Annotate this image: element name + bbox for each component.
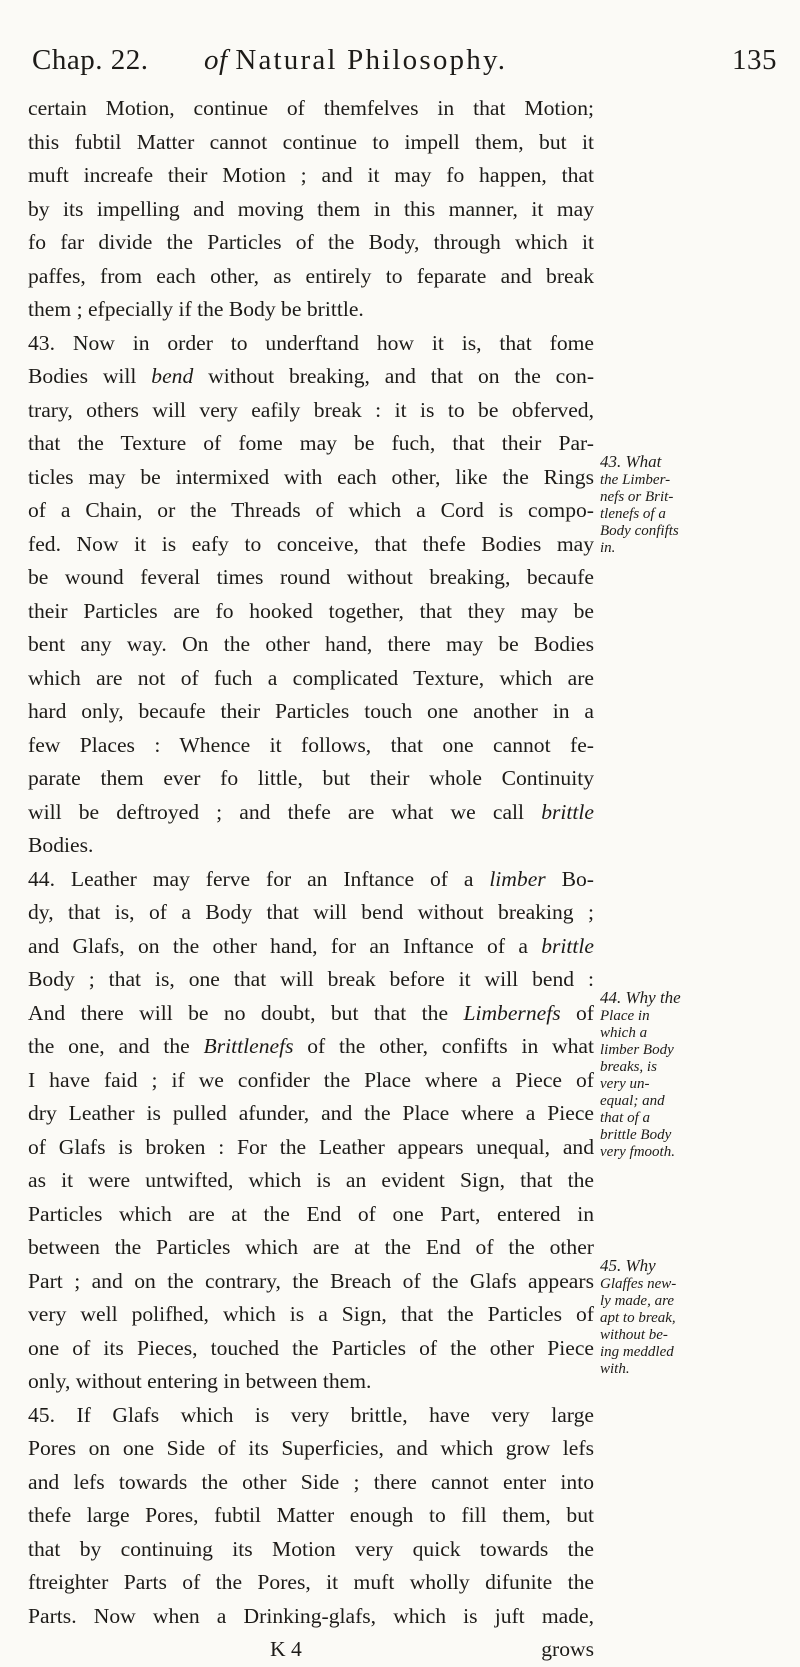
text-line: very well polifhed, which is a Sign, that the Particles of <box>28 1302 594 1326</box>
text-line: bent any way. On the other hand, there may be Bodies <box>28 632 594 656</box>
margin-note-line: nefs or Brit- <box>600 489 674 505</box>
margin-note-line: very un- <box>600 1076 650 1092</box>
text-line: Bodies will bend without breaking, and that on the con- <box>28 364 595 388</box>
text-line: them ; efpecially if the Body be brittle. <box>28 297 364 321</box>
text-line: 45. If Glafs which is very brittle, have very large <box>28 1402 594 1427</box>
text-line: their Particles are fo hooked together, that they may be <box>28 598 594 623</box>
text-line: Bodies. <box>28 833 94 857</box>
margin-note-line: without be- <box>600 1327 668 1343</box>
margin-note-line: in. <box>600 540 616 556</box>
signature-mark: K 4 <box>270 1637 302 1661</box>
text-line: muft increafe their Motion ; and it may fo happen, that <box>28 163 594 187</box>
footer-line <box>28 1633 594 1667</box>
margin-note-line: brittle Body <box>600 1127 672 1143</box>
margin-note-line: the Limber- <box>600 472 671 488</box>
text-line: of a Chain, or the Threads of which a Cord is compo- <box>28 498 594 522</box>
margin-note-line: Glaffes new- <box>600 1276 677 1292</box>
margin-note-44 <box>600 988 800 1161</box>
margin-note-line: ly made, are <box>600 1293 675 1309</box>
text-line: Body ; that is, one that will break before it will bend : <box>28 967 594 991</box>
running-title <box>204 44 507 77</box>
margin-note-line: ing meddled <box>600 1344 674 1360</box>
text-line: few Places : Whence it follows, that one cannot fe- <box>28 732 594 757</box>
catchword: grows <box>541 1637 594 1661</box>
text-line: the one, and the Brittlenefs of the other, confifts in what <box>28 1034 594 1058</box>
text-line: be wound feveral times round without breaking, becaufe <box>28 565 594 589</box>
running-title-of: of <box>204 44 228 76</box>
text-line: will be deftroyed ; and thefe are what we call brittle <box>28 799 594 824</box>
text-line: this fubtil Matter cannot continue to impell them, but it <box>28 129 594 154</box>
margin-note-line: that of a <box>600 1110 651 1126</box>
text-line: dy, that is, of a Body that will bend without breaking ; <box>28 900 594 924</box>
margin-note-line: Place in <box>600 1008 650 1024</box>
margin-note-line: with. <box>600 1361 630 1377</box>
text-line: trary, others will very eafily break : it is to be obferved, <box>28 397 594 422</box>
text-line: ticles may be intermixed with each other, like the Rings <box>28 464 594 489</box>
text-line: between the Particles which are at the End of the other <box>28 1235 594 1259</box>
margin-note-line: 44. Why the <box>600 988 681 1007</box>
margin-note-line: Body confifts <box>600 523 679 539</box>
margin-note-line: 43. What <box>600 452 662 471</box>
text-line: certain Motion, continue of themfelves in that Motion; <box>28 96 594 120</box>
chapter-label: Chap. 22. <box>32 44 149 76</box>
text-line: dry Leather is pulled afunder, and the Place where a Piece <box>28 1101 594 1125</box>
running-title-caps: Natural Philosophy. <box>235 44 508 76</box>
text-line: 43. Now in order to underftand how it is, that fome <box>28 330 594 355</box>
margin-note-line: breaks, is <box>600 1059 657 1075</box>
margin-note-line: tlenefs of a <box>600 506 666 522</box>
text-line: Pores on one Side of its Superficies, and which grow lefs <box>28 1436 594 1460</box>
text-line: as it were untwifted, which is an evident Sign, that the <box>28 1168 594 1192</box>
text-line: and Glafs, on the other hand, for an Inftance of a brittle <box>28 933 594 958</box>
text-line: parate them ever fo little, but their whole Continuity <box>28 766 594 790</box>
text-line: only, without entering in between them. <box>28 1369 372 1393</box>
text-line: fed. Now it is eafy to conceive, that thefe Bodies may <box>28 531 594 556</box>
text-line: hard only, becaufe their Particles touch one another in a <box>28 699 594 723</box>
text-line: that by continuing its Motion very quick towards the <box>28 1536 594 1561</box>
text-line: that the Texture of fome may be fuch, that their Par- <box>28 431 594 455</box>
text-line: Parts. Now when a Drinking-glafs, which is juft made, <box>28 1603 594 1628</box>
margin-note-line: very fmooth. <box>600 1144 675 1160</box>
text-line: ftreighter Parts of the Pores, it muft wholly difunite the <box>28 1570 594 1594</box>
body-text <box>28 92 594 1667</box>
text-line: I have faid ; if we confider the Place where a Piece of <box>28 1067 594 1092</box>
text-line: 44. Leather may ferve for an Inftance of a limber Bo- <box>28 866 594 891</box>
text-line: of Glafs is broken : For the Leather appears unequal, and <box>28 1134 594 1159</box>
running-header <box>32 44 777 84</box>
page-number: 135 <box>732 44 777 76</box>
text-line: Particles which are at the End of one Part, entered in <box>28 1201 594 1226</box>
margin-note-45 <box>600 1256 800 1378</box>
text-line: paffes, from each other, as entirely to feparate and break <box>28 263 594 288</box>
text-line: fo far divide the Particles of the Body, through which it <box>28 230 594 254</box>
margin-note-line: which a <box>600 1025 648 1041</box>
text-line: one of its Pieces, touched the Particles of the other Piece <box>28 1335 594 1360</box>
text-line: thefe large Pores, fubtil Matter enough to fill them, but <box>28 1503 594 1527</box>
margin-note-43 <box>600 452 800 557</box>
margin-note-line: limber Body <box>600 1042 674 1058</box>
margin-note-line: apt to break, <box>600 1310 676 1326</box>
text-line: by its impelling and moving them in this manner, it may <box>28 196 594 221</box>
margin-note-line: 45. Why <box>600 1256 656 1275</box>
text-line: And there will be no doubt, but that the Limbernefs of <box>28 1000 594 1025</box>
margin-note-line: equal; and <box>600 1093 665 1109</box>
text-line: and lefs towards the other Side ; there cannot enter into <box>28 1469 594 1494</box>
text-line: Part ; and on the contrary, the Breach of the Glafs appears <box>28 1268 594 1293</box>
text-line: which are not of fuch a complicated Texture, which are <box>28 665 594 690</box>
